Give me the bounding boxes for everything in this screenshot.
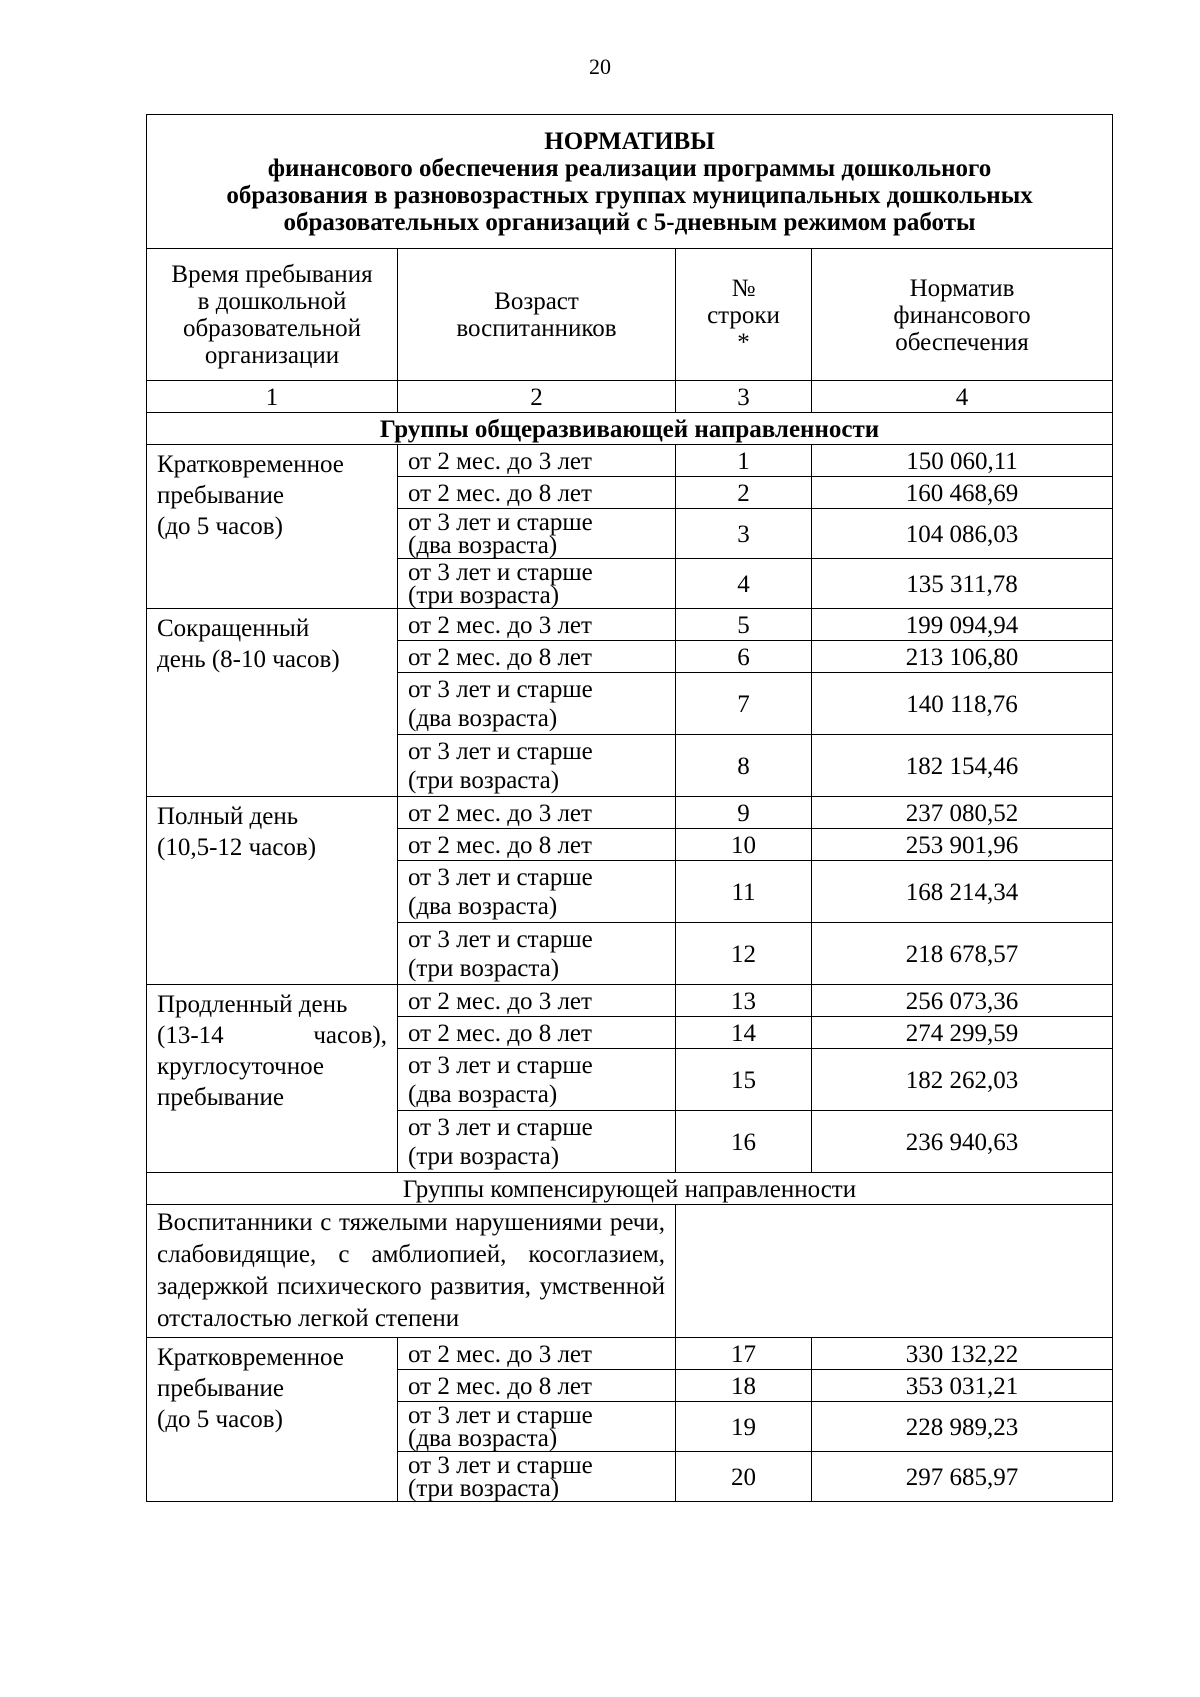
age-cell (398, 673, 676, 735)
norms-table (146, 114, 1113, 1502)
header-stay-time (147, 249, 398, 381)
age-cell (398, 477, 676, 509)
header-age-line: воспитанников (456, 315, 617, 342)
row-number-cell: 2 (676, 477, 812, 509)
age-cell (398, 1111, 676, 1173)
age-cell (398, 509, 676, 559)
age-line: от 3 лет и старше (408, 676, 593, 703)
age-line: (два возраста) (408, 705, 558, 732)
norm-value-cell: 330 132,22 (812, 1338, 1113, 1370)
stay-duration-line: (до 5 часов) (157, 1406, 283, 1433)
age-line: от 2 мес. до 3 лет (408, 447, 592, 475)
header-norm (812, 249, 1113, 381)
norm-value-cell: 237 080,52 (812, 797, 1113, 829)
row-number-cell: 8 (676, 735, 812, 797)
age-line: (два возраста) (408, 1425, 558, 1452)
row-number-cell: 11 (676, 861, 812, 923)
header-stay-line: в дошкольной (197, 288, 347, 315)
stay-duration-cell (147, 609, 398, 797)
stay-duration-cell (147, 1338, 398, 1502)
section-row (147, 1173, 1113, 1205)
header-stay-line: образовательной (182, 315, 362, 342)
stay-duration-line: пребывание (157, 482, 284, 509)
norm-value-cell: 199 094,94 (812, 609, 1113, 641)
stay-duration-line: Полный день (157, 803, 299, 830)
age-cell (398, 1370, 676, 1402)
row-number-cell: 18 (676, 1370, 812, 1402)
norm-value-cell: 253 901,96 (812, 829, 1113, 861)
header-stay-line: Время пребывания (171, 261, 373, 288)
stay-duration-line: (10,5-12 часов) (157, 834, 317, 861)
table-row (147, 445, 1113, 477)
age-line: от 3 лет и старше (408, 926, 593, 953)
row-number-cell: 6 (676, 641, 812, 673)
age-line: от 3 лет и старше (408, 509, 593, 536)
age-cell (398, 735, 676, 797)
age-line: от 3 лет и старше (408, 559, 593, 586)
age-line: от 2 мес. до 8 лет (408, 1019, 592, 1047)
age-line: от 2 мес. до 3 лет (408, 799, 592, 827)
header-age (398, 249, 676, 381)
norm-value-cell: 297 685,97 (812, 1452, 1113, 1502)
stay-duration-cell (147, 797, 398, 985)
age-line: от 3 лет и старше (408, 1402, 593, 1429)
row-number-cell: 4 (676, 559, 812, 609)
row-number-cell: 3 (676, 509, 812, 559)
age-cell (398, 985, 676, 1017)
age-line: от 2 мес. до 8 лет (408, 479, 592, 507)
age-cell (398, 861, 676, 923)
age-line: от 2 мес. до 8 лет (408, 831, 592, 859)
stay-duration-line: круглосуточное (157, 1053, 324, 1080)
norm-value-cell: 168 214,34 (812, 861, 1113, 923)
header-number-line: № (731, 274, 756, 302)
age-line: от 3 лет и старше (408, 864, 593, 891)
table-row (147, 797, 1113, 829)
age-line: (три возраста) (408, 1475, 560, 1502)
table-row (147, 609, 1113, 641)
age-line: (два возраста) (408, 532, 558, 559)
norm-value-cell: 228 989,23 (812, 1402, 1113, 1452)
column-number: 4 (812, 381, 1113, 413)
age-line: от 2 мес. до 3 лет (408, 1340, 592, 1368)
stay-duration-cell (147, 985, 398, 1173)
row-number-cell: 12 (676, 923, 812, 985)
age-cell (398, 609, 676, 641)
header-row (147, 249, 1113, 381)
column-number: 1 (147, 381, 398, 413)
header-norm-line: финансового (893, 301, 1031, 329)
row-number-cell: 7 (676, 673, 812, 735)
stay-duration-line: (до 5 часов) (157, 513, 283, 540)
norm-value-cell: 182 262,03 (812, 1049, 1113, 1111)
norm-value-cell: 140 118,76 (812, 673, 1113, 735)
norm-value-cell: 182 154,46 (812, 735, 1113, 797)
age-cell (398, 1049, 676, 1111)
section-row (147, 413, 1113, 445)
stay-duration-cell (147, 445, 398, 609)
stay-duration-line: пребывание (157, 1375, 284, 1402)
compensating-note: Воспитанники с тяжелыми нарушениями речи, слабовидящие, с амблиопией, косоглазием, задержкой психического развития, умственной отсталостью легкой степени (147, 1205, 676, 1338)
age-line: от 3 лет и старше (408, 1052, 593, 1079)
age-line: (два возраста) (408, 1081, 558, 1108)
row-number-cell: 13 (676, 985, 812, 1017)
age-line: (три возраста) (408, 955, 560, 982)
row-number-cell: 14 (676, 1017, 812, 1049)
age-line: от 2 мес. до 8 лет (408, 1372, 592, 1400)
norm-value-cell: 353 031,21 (812, 1370, 1113, 1402)
age-cell (398, 1017, 676, 1049)
stay-duration-line: Кратковременное (157, 1344, 344, 1371)
row-number-cell: 9 (676, 797, 812, 829)
age-cell (398, 445, 676, 477)
row-number-cell: 16 (676, 1111, 812, 1173)
age-cell (398, 923, 676, 985)
age-line: от 2 мес. до 3 лет (408, 611, 592, 639)
norm-value-cell: 150 060,11 (812, 445, 1113, 477)
row-number-cell: 19 (676, 1402, 812, 1452)
section-heading: Группы общеразвивающей направленности (147, 413, 1113, 445)
stay-duration-line: Продленный день (157, 991, 348, 1018)
title-line-2: финансового обеспечения реализации программы дошкольного (267, 155, 992, 182)
column-numbers-row (147, 381, 1113, 413)
norm-value-cell: 236 940,63 (812, 1111, 1113, 1173)
header-stay-line: организации (204, 342, 340, 369)
row-number-cell: 10 (676, 829, 812, 861)
norm-value-cell: 213 106,80 (812, 641, 1113, 673)
title-line-4: образовательных организаций с 5-дневным режимом работы (283, 209, 976, 236)
row-number-cell: 17 (676, 1338, 812, 1370)
page-number: 20 (589, 54, 611, 79)
table-title (147, 115, 1113, 249)
stay-duration-line: Сокращенный (157, 615, 310, 642)
table-row (147, 985, 1113, 1017)
age-cell (398, 1452, 676, 1502)
age-line: (три возраста) (408, 582, 560, 609)
norm-value-cell: 256 073,36 (812, 985, 1113, 1017)
row-number-cell: 15 (676, 1049, 812, 1111)
age-line: (два возраста) (408, 893, 558, 920)
header-norm-line: Норматив (909, 274, 1015, 302)
column-number: 3 (676, 381, 812, 413)
stay-duration-line: Кратковременное (157, 451, 344, 478)
norm-value-cell: 274 299,59 (812, 1017, 1113, 1049)
header-norm-line: обеспечения (895, 328, 1029, 356)
stay-duration-line: день (8-10 часов) (157, 646, 340, 673)
title-row (147, 115, 1113, 249)
row-number-cell: 20 (676, 1452, 812, 1502)
norm-value-cell: 135 311,78 (812, 559, 1113, 609)
norm-value-cell: 218 678,57 (812, 923, 1113, 985)
header-number-line: * (737, 328, 750, 356)
section-heading: Группы компенсирующей направленности (147, 1173, 1113, 1205)
title-line-1: НОРМАТИВЫ (544, 128, 715, 155)
stay-duration-line: (13-14 часов), (157, 1022, 387, 1049)
header-number-line: строки (707, 301, 780, 329)
age-line: от 2 мес. до 3 лет (408, 987, 592, 1015)
age-cell (398, 829, 676, 861)
age-line: от 3 лет и старше (408, 1114, 593, 1141)
norm-value-cell: 160 468,69 (812, 477, 1113, 509)
empty-cell (676, 1205, 1113, 1338)
header-age-line: Возраст (494, 288, 579, 315)
header-row-number (676, 249, 812, 381)
age-line: (три возраста) (408, 1143, 560, 1170)
age-cell (398, 1338, 676, 1370)
age-cell (398, 1402, 676, 1452)
age-line: (три возраста) (408, 767, 560, 794)
age-cell (398, 797, 676, 829)
norm-value-cell: 104 086,03 (812, 509, 1113, 559)
stay-duration-line: пребывание (157, 1084, 284, 1111)
age-line: от 2 мес. до 8 лет (408, 643, 592, 671)
norms-table-body (147, 115, 1113, 1502)
age-cell (398, 559, 676, 609)
age-cell (398, 641, 676, 673)
table-row (147, 1338, 1113, 1370)
column-number: 2 (398, 381, 676, 413)
title-line-3: образования в разновозрастных группах муниципальных дошкольных (226, 182, 1033, 209)
age-line: от 3 лет и старше (408, 1452, 593, 1479)
row-number-cell: 5 (676, 609, 812, 641)
compensating-note-row (147, 1205, 1113, 1338)
age-line: от 3 лет и старше (408, 738, 593, 765)
row-number-cell: 1 (676, 445, 812, 477)
